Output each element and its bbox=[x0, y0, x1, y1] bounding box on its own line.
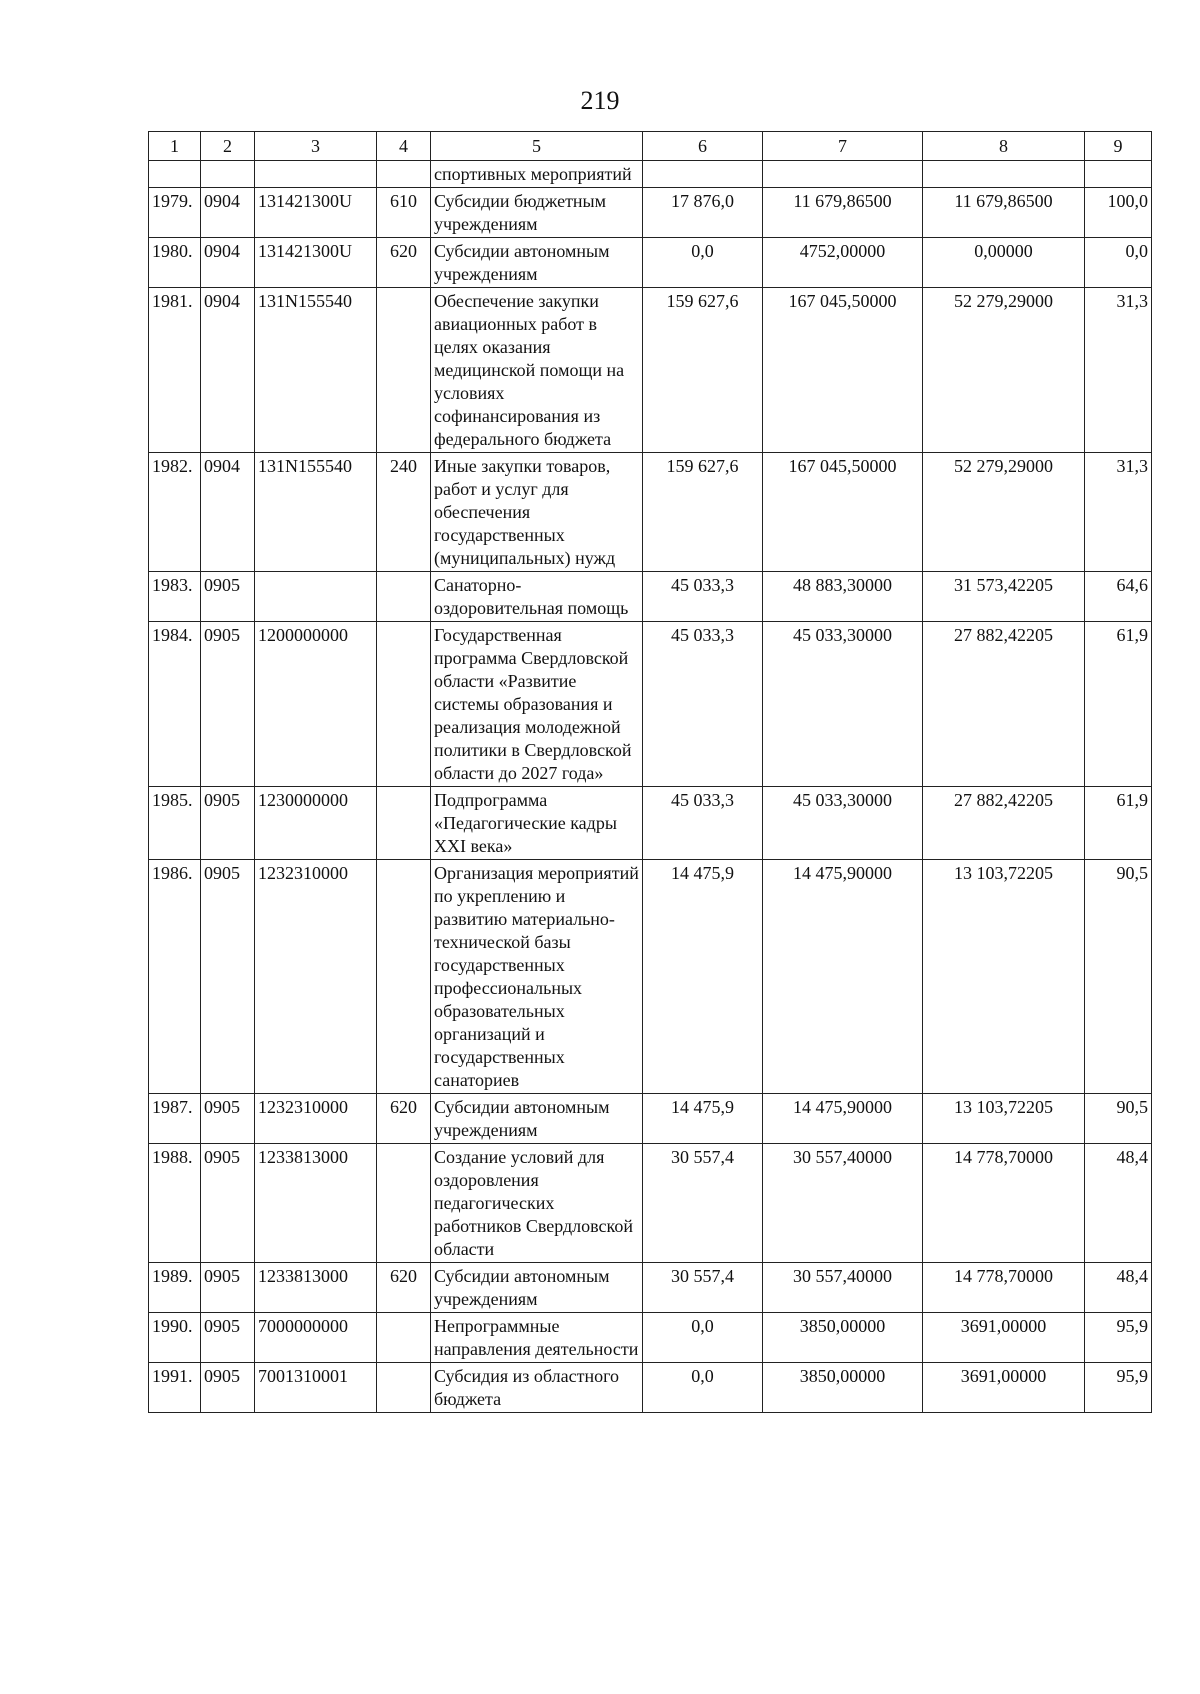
execution-percent-cell: 61,9 bbox=[1085, 787, 1152, 860]
budget-amount-cell: 167 045,50000 bbox=[763, 453, 923, 572]
execution-percent-cell: 31,3 bbox=[1085, 453, 1152, 572]
page-number: 219 bbox=[580, 86, 620, 115]
section-code-cell: 0904 bbox=[201, 238, 255, 288]
table-row bbox=[149, 622, 1152, 787]
section-code-cell: 0904 bbox=[201, 453, 255, 572]
executed-amount-cell: 3691,00000 bbox=[923, 1313, 1085, 1363]
row-number-cell: 1988. bbox=[149, 1144, 201, 1263]
budget-amount-cell: 3850,00000 bbox=[763, 1313, 923, 1363]
executed-amount-cell: 27 882,42205 bbox=[923, 622, 1085, 787]
header-cell: 6 bbox=[643, 132, 763, 161]
budget-amount-cell bbox=[763, 161, 923, 188]
executed-amount-cell: 13 103,72205 bbox=[923, 1094, 1085, 1144]
target-article-cell: 7001310001 bbox=[255, 1363, 377, 1413]
approved-amount-cell: 30 557,4 bbox=[643, 1144, 763, 1263]
approved-amount-cell: 159 627,6 bbox=[643, 288, 763, 453]
executed-amount-cell: 14 778,70000 bbox=[923, 1263, 1085, 1313]
budget-amount-cell: 4752,00000 bbox=[763, 238, 923, 288]
table-row bbox=[149, 787, 1152, 860]
section-code-cell: 0905 bbox=[201, 1313, 255, 1363]
execution-percent-cell: 0,0 bbox=[1085, 238, 1152, 288]
row-number-cell: 1979. bbox=[149, 188, 201, 238]
section-code-cell: 0905 bbox=[201, 1263, 255, 1313]
section-code-cell: 0905 bbox=[201, 572, 255, 622]
section-code-cell: 0905 bbox=[201, 1094, 255, 1144]
row-number-cell: 1982. bbox=[149, 453, 201, 572]
approved-amount-cell: 45 033,3 bbox=[643, 622, 763, 787]
expense-type-cell bbox=[377, 787, 431, 860]
expense-type-cell: 620 bbox=[377, 1263, 431, 1313]
approved-amount-cell: 45 033,3 bbox=[643, 787, 763, 860]
section-code-cell: 0905 bbox=[201, 1363, 255, 1413]
item-name-cell: Субсидии бюджетным учреждениям bbox=[431, 188, 643, 238]
section-code-cell: 0905 bbox=[201, 860, 255, 1094]
table-row bbox=[149, 288, 1152, 453]
execution-percent-cell bbox=[1085, 161, 1152, 188]
executed-amount-cell: 0,00000 bbox=[923, 238, 1085, 288]
item-name-cell: Обеспечение закупки авиационных работ в целях оказания медицинской помощи на условиях софинансирования из федерального бюджета bbox=[431, 288, 643, 453]
row-number-cell: 1981. bbox=[149, 288, 201, 453]
budget-amount-cell: 3850,00000 bbox=[763, 1363, 923, 1413]
header-cell: 3 bbox=[255, 132, 377, 161]
budget-amount-cell: 167 045,50000 bbox=[763, 288, 923, 453]
approved-amount-cell: 30 557,4 bbox=[643, 1263, 763, 1313]
section-code-cell: 0905 bbox=[201, 1144, 255, 1263]
expense-type-cell: 240 bbox=[377, 453, 431, 572]
section-code-cell: 0904 bbox=[201, 188, 255, 238]
table-row bbox=[149, 238, 1152, 288]
item-name-cell: Санаторно-оздоровительная помощь bbox=[431, 572, 643, 622]
expense-type-cell bbox=[377, 1144, 431, 1263]
header-cell: 2 bbox=[201, 132, 255, 161]
budget-amount-cell: 48 883,30000 bbox=[763, 572, 923, 622]
executed-amount-cell bbox=[923, 161, 1085, 188]
item-name-cell: Иные закупки товаров, работ и услуг для обеспечения государственных (муниципальных) нужд bbox=[431, 453, 643, 572]
executed-amount-cell: 14 778,70000 bbox=[923, 1144, 1085, 1263]
target-article-cell bbox=[255, 572, 377, 622]
execution-percent-cell: 90,5 bbox=[1085, 860, 1152, 1094]
item-name-cell: Создание условий для оздоровления педагогических работников Свердловской области bbox=[431, 1144, 643, 1263]
section-code-cell bbox=[201, 161, 255, 188]
target-article-cell: 131N155540 bbox=[255, 453, 377, 572]
approved-amount-cell bbox=[643, 161, 763, 188]
expense-type-cell bbox=[377, 860, 431, 1094]
row-number-cell: 1990. bbox=[149, 1313, 201, 1363]
table-row bbox=[149, 572, 1152, 622]
item-name-cell: спортивных мероприятий bbox=[431, 161, 643, 188]
executed-amount-cell: 11 679,86500 bbox=[923, 188, 1085, 238]
item-name-cell: Субсидия из областного бюджета bbox=[431, 1363, 643, 1413]
executed-amount-cell: 31 573,42205 bbox=[923, 572, 1085, 622]
target-article-cell: 131421300U bbox=[255, 238, 377, 288]
target-article-cell: 131421300U bbox=[255, 188, 377, 238]
budget-amount-cell: 30 557,40000 bbox=[763, 1263, 923, 1313]
header-cell: 1 bbox=[149, 132, 201, 161]
table-row bbox=[149, 1144, 1152, 1263]
approved-amount-cell: 0,0 bbox=[643, 238, 763, 288]
budget-amount-cell: 30 557,40000 bbox=[763, 1144, 923, 1263]
row-number-cell: 1983. bbox=[149, 572, 201, 622]
table-body bbox=[149, 161, 1152, 1413]
table-row bbox=[149, 453, 1152, 572]
expense-type-cell: 620 bbox=[377, 238, 431, 288]
table-row bbox=[149, 161, 1152, 188]
expense-type-cell bbox=[377, 288, 431, 453]
row-number-cell: 1989. bbox=[149, 1263, 201, 1313]
approved-amount-cell: 45 033,3 bbox=[643, 572, 763, 622]
header-cell: 7 bbox=[763, 132, 923, 161]
item-name-cell: Государственная программа Свердловской области «Развитие системы образования и реализация молодежной политики в Свердловской области до 2027 года» bbox=[431, 622, 643, 787]
item-name-cell: Субсидии автономным учреждениям bbox=[431, 238, 643, 288]
header-cell: 5 bbox=[431, 132, 643, 161]
budget-amount-cell: 45 033,30000 bbox=[763, 622, 923, 787]
row-number-cell: 1987. bbox=[149, 1094, 201, 1144]
expense-type-cell bbox=[377, 161, 431, 188]
expense-type-cell: 620 bbox=[377, 1094, 431, 1144]
executed-amount-cell: 52 279,29000 bbox=[923, 288, 1085, 453]
table-header bbox=[149, 132, 1152, 161]
row-number-cell: 1986. bbox=[149, 860, 201, 1094]
target-article-cell: 131N155540 bbox=[255, 288, 377, 453]
item-name-cell: Организация мероприятий по укреплению и развитию материально-технической базы государственных профессиональных образовательных организаций и государственных санаториев bbox=[431, 860, 643, 1094]
section-code-cell: 0904 bbox=[201, 288, 255, 453]
execution-percent-cell: 61,9 bbox=[1085, 622, 1152, 787]
header-row bbox=[149, 132, 1152, 161]
execution-percent-cell: 100,0 bbox=[1085, 188, 1152, 238]
approved-amount-cell: 17 876,0 bbox=[643, 188, 763, 238]
target-article-cell: 1232310000 bbox=[255, 860, 377, 1094]
approved-amount-cell: 0,0 bbox=[643, 1313, 763, 1363]
execution-percent-cell: 48,4 bbox=[1085, 1144, 1152, 1263]
execution-percent-cell: 95,9 bbox=[1085, 1313, 1152, 1363]
expense-type-cell bbox=[377, 622, 431, 787]
row-number-cell bbox=[149, 161, 201, 188]
target-article-cell: 7000000000 bbox=[255, 1313, 377, 1363]
section-code-cell: 0905 bbox=[201, 622, 255, 787]
expense-type-cell bbox=[377, 572, 431, 622]
target-article-cell bbox=[255, 161, 377, 188]
table-row bbox=[149, 860, 1152, 1094]
budget-amount-cell: 45 033,30000 bbox=[763, 787, 923, 860]
target-article-cell: 1233813000 bbox=[255, 1263, 377, 1313]
expense-type-cell bbox=[377, 1363, 431, 1413]
target-article-cell: 1233813000 bbox=[255, 1144, 377, 1263]
budget-amount-cell: 14 475,90000 bbox=[763, 1094, 923, 1144]
table-row bbox=[149, 1313, 1152, 1363]
header-cell: 9 bbox=[1085, 132, 1152, 161]
item-name-cell: Субсидии автономным учреждениям bbox=[431, 1094, 643, 1144]
target-article-cell: 1200000000 bbox=[255, 622, 377, 787]
row-number-cell: 1991. bbox=[149, 1363, 201, 1413]
item-name-cell: Субсидии автономным учреждениям bbox=[431, 1263, 643, 1313]
executed-amount-cell: 52 279,29000 bbox=[923, 453, 1085, 572]
approved-amount-cell: 0,0 bbox=[643, 1363, 763, 1413]
execution-percent-cell: 64,6 bbox=[1085, 572, 1152, 622]
budget-amount-cell: 11 679,86500 bbox=[763, 188, 923, 238]
item-name-cell: Непрограммные направления деятельности bbox=[431, 1313, 643, 1363]
approved-amount-cell: 14 475,9 bbox=[643, 1094, 763, 1144]
header-cell: 4 bbox=[377, 132, 431, 161]
executed-amount-cell: 27 882,42205 bbox=[923, 787, 1085, 860]
approved-amount-cell: 159 627,6 bbox=[643, 453, 763, 572]
row-number-cell: 1984. bbox=[149, 622, 201, 787]
expense-type-cell: 610 bbox=[377, 188, 431, 238]
target-article-cell: 1230000000 bbox=[255, 787, 377, 860]
executed-amount-cell: 3691,00000 bbox=[923, 1363, 1085, 1413]
row-number-cell: 1980. bbox=[149, 238, 201, 288]
execution-percent-cell: 95,9 bbox=[1085, 1363, 1152, 1413]
section-code-cell: 0905 bbox=[201, 787, 255, 860]
budget-amount-cell: 14 475,90000 bbox=[763, 860, 923, 1094]
table-row bbox=[149, 188, 1152, 238]
header-cell: 8 bbox=[923, 132, 1085, 161]
execution-percent-cell: 31,3 bbox=[1085, 288, 1152, 453]
budget-table bbox=[148, 131, 1152, 1413]
expense-type-cell bbox=[377, 1313, 431, 1363]
execution-percent-cell: 90,5 bbox=[1085, 1094, 1152, 1144]
table-row bbox=[149, 1094, 1152, 1144]
table-row bbox=[149, 1363, 1152, 1413]
row-number-cell: 1985. bbox=[149, 787, 201, 860]
execution-percent-cell: 48,4 bbox=[1085, 1263, 1152, 1313]
approved-amount-cell: 14 475,9 bbox=[643, 860, 763, 1094]
target-article-cell: 1232310000 bbox=[255, 1094, 377, 1144]
table-row bbox=[149, 1263, 1152, 1313]
item-name-cell: Подпрограмма «Педагогические кадры XXI века» bbox=[431, 787, 643, 860]
executed-amount-cell: 13 103,72205 bbox=[923, 860, 1085, 1094]
